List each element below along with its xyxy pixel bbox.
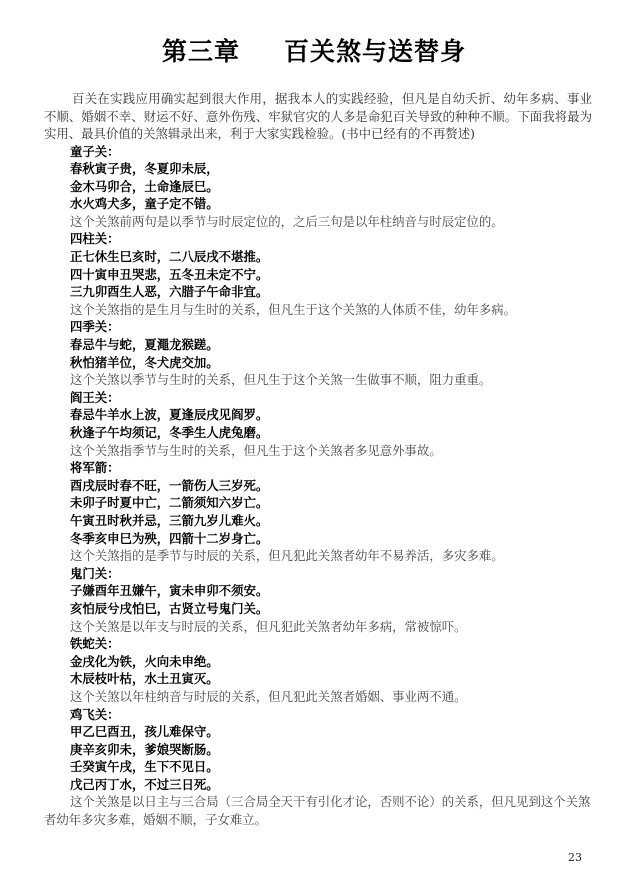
section-jiangjun	[44, 459, 592, 565]
section-sizhu	[44, 230, 592, 318]
chapter-number: 第三章	[161, 37, 240, 66]
verse-line: 春秋寅子贵，冬夏卯未辰，	[70, 161, 219, 177]
section-title: 四季关：	[70, 319, 120, 335]
chapter-title	[0, 32, 628, 68]
section-title: 阎王关：	[70, 389, 120, 405]
verse-line: 亥怕辰兮戌怕巳，古贤立号鬼门关。	[70, 600, 269, 616]
section-jifei	[44, 706, 592, 829]
intro-paragraph: 百关在实践应用确实起到很大作用，据我本人的实践经验，但凡是自幼夭折、幼年多病、事业不顺、婚姻不幸、财运不好、意外伤残、牢狱官灾的人多是命犯百关导致的种种不顺。下面我将最为实用、最具价值的关煞辑录出来，利于大家实践检验。(书中已经有的不再赘述)	[44, 91, 592, 141]
verse-line: 戊己丙丁水，不过三日死。	[70, 776, 219, 792]
section-explanation: 这个关煞是以年支与时辰的关系，但凡犯此关煞者幼年多病，常被惊吓。	[70, 618, 467, 634]
verse-line: 甲乙巳酉丑，孩儿难保守。	[70, 724, 219, 740]
verse-line: 酉戌辰时春不旺，一箭伤人三岁死。	[70, 477, 269, 493]
section-explanation	[44, 793, 592, 828]
section-tieshe	[44, 635, 592, 705]
verse-line: 三九卯酉生人恶，六腊子午命非宜。	[70, 284, 269, 300]
section-explanation: 这个关煞以年柱纳音与时辰的关系，但凡犯此关煞者婚姻、事业两不通。	[70, 688, 467, 704]
section-title: 鬼门关：	[70, 565, 120, 581]
section-yanwang	[44, 389, 592, 459]
section-explanation: 这个关煞指季节与生时的关系，但凡生于这个关煞者多见意外事故。	[70, 442, 442, 458]
section-title: 将军箭：	[70, 460, 120, 476]
section-title: 四柱关：	[70, 231, 120, 247]
verse-line: 金戌化为铁，火向未申绝。	[70, 653, 219, 669]
verse-line: 四十寅申丑哭悲，五冬丑未定不宁。	[70, 266, 269, 282]
verse-line: 金木马卯合，土命逢辰巳。	[70, 178, 219, 194]
verse-line: 秋逢子午均须记，冬季生人虎兔磨。	[70, 425, 269, 440]
verse-line: 春忌牛与蛇，夏澠龙猴蹉。	[70, 337, 219, 353]
section-title: 鸡飞关：	[70, 706, 120, 722]
section-siji	[44, 318, 592, 388]
verse-line: 午寅丑时秋并忌，三箭九岁儿难火。	[70, 512, 269, 528]
section-guimen	[44, 565, 592, 635]
verse-line: 水火鸡犬多，童子定不错。	[70, 196, 219, 212]
verse-line: 壬癸寅午戌，生下不见日。	[70, 759, 219, 775]
verse-line: 正七休生巳亥时，二八辰戌不堪推。	[70, 249, 269, 265]
section-tongzi	[44, 143, 592, 231]
verse-line: 未卯子时夏中亡，二箭须知六岁亡。	[70, 495, 269, 511]
verse-line: 春忌牛羊水上波，夏逢辰戌见阎罗。	[70, 407, 269, 423]
section-title: 铁蛇关：	[70, 636, 120, 652]
chapter-body	[44, 90, 592, 829]
section-explanation: 这个关煞指的是季节与时辰的关系，但凡犯此关煞者幼年不易养活，多灾多难。	[70, 548, 504, 564]
section-explanation: 这个关煞前两句是以季节与时辰定位的，之后三句是以年柱纳音与时辰定位的。	[70, 213, 504, 229]
verse-line: 子嫌酉年丑嫌午，寅未申卯不须安。	[70, 583, 269, 599]
section-explanation: 这个关煞以季节与生时的关系，但凡生于这个关煞一生做事不顺，阻力重重。	[70, 372, 492, 388]
chapter-heading: 百关煞与送替身	[284, 37, 467, 66]
page-number: 23	[568, 851, 582, 864]
verse-line: 庚辛亥卯未，爹娘哭断肠。	[70, 741, 219, 757]
section-explanation: 这个关煞指的是生月与生时的关系，但凡生于这个关煞的人体质不佳，幼年多病。	[70, 301, 517, 317]
section-title: 童子关：	[70, 143, 120, 159]
section-explanation-text: 这个关煞是以日主与三合局（三合局全天干有引化才论，否则不论）的关系，但凡见到这个关煞者幼年多灾多难，婚姻不顺，子女难立。	[44, 794, 591, 828]
verse-line: 冬季亥申巳为殃，四箭十二岁身亡。	[70, 530, 269, 546]
verse-line: 木辰枝叶枯，水土丑寅灭。	[70, 671, 219, 687]
verse-line: 秋怕猪羊位，冬犬虎交加。	[70, 354, 219, 370]
